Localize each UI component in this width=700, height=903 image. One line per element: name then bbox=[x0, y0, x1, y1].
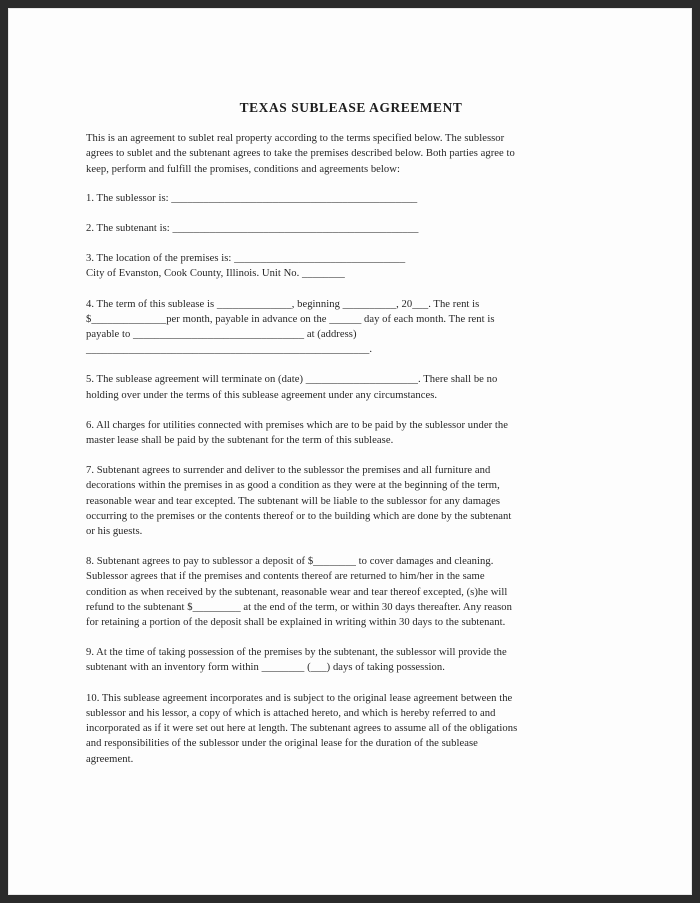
clause-line: for retaining a portion of the deposit shall be explained in writing within 30 days to the subtenant. bbox=[86, 617, 506, 629]
clause-line: 8. Subtenant agrees to pay to sublessor a deposit of $________ to cover damages and cleaning. bbox=[86, 556, 494, 568]
clause-2 bbox=[86, 221, 616, 236]
clause-line: 9. At the time of taking possession of the premises by the subtenant, the sublessor will provide the bbox=[86, 647, 507, 659]
clause-line: sublessor and his lessor, a copy of which is attached hereto, and which is hereby referred to and bbox=[86, 707, 496, 719]
clause-line: 3. The location of the premises is: ________________________________ bbox=[86, 253, 406, 265]
clause-line: occurring to the premises or the contents thereof or to the building which are done by the subtenant bbox=[86, 510, 512, 522]
clause-9 bbox=[86, 645, 616, 675]
clause-line: 10. This sublease agreement incorporates and is subject to the original lease agreement between the bbox=[86, 692, 513, 704]
clause-8 bbox=[86, 554, 616, 630]
clause-line: 2. The subtenant is: ______________________________________________ bbox=[86, 223, 419, 235]
intro-paragraph bbox=[86, 131, 616, 177]
clause-7 bbox=[86, 463, 616, 539]
clause-line: 4. The term of this sublease is ______________, beginning __________, 20___. The rent is bbox=[86, 298, 480, 310]
clause-4 bbox=[86, 297, 616, 358]
intro-line: agrees to sublet and the subtenant agrees to take the premises described below. Both parties agree to bbox=[86, 148, 515, 160]
clause-line: reasonable wear and tear excepted. The subtenant will be liable to the sublessor for any damages bbox=[86, 495, 501, 507]
clause-line: 6. All charges for utilities connected with premises which are to be paid by the sublessor under the bbox=[86, 419, 508, 431]
clause-line: condition as when received by the subtenant, reasonable wear and tear thereof excepted, (s)he will bbox=[86, 586, 508, 598]
document-title: TEXAS SUBLEASE AGREEMENT bbox=[239, 100, 463, 115]
clause-line: decorations within the premises in as good a condition as they were at the beginning of the term, bbox=[86, 480, 500, 492]
clause-1 bbox=[86, 191, 616, 206]
clause-line: $______________per month, payable in advance on the ______ day of each month. The rent is bbox=[86, 313, 495, 325]
clause-line: or his guests. bbox=[86, 526, 143, 538]
clause-10 bbox=[86, 691, 616, 767]
clause-6 bbox=[86, 418, 616, 448]
clause-line: subtenant with an inventory form within ________ (___) days of taking possession. bbox=[86, 662, 445, 674]
clause-line: holding over under the terms of this sublease agreement under any circumstances. bbox=[86, 389, 438, 401]
clause-line: 5. The sublease agreement will terminate on (date) _____________________. There shall be no bbox=[86, 374, 498, 386]
clause-line: incorporated as if it were set out here at length. The subtenant agrees to assume all of the obligations bbox=[86, 723, 518, 735]
clause-5 bbox=[86, 372, 616, 402]
clause-line: agreement. bbox=[86, 753, 134, 765]
intro-line: keep, perform and fulfill the promises, conditions and agreements below: bbox=[86, 163, 400, 175]
clause-line: 1. The sublessor is: ______________________________________________ bbox=[86, 192, 418, 204]
clause-line: Sublessor agrees that if the premises and contents thereof are returned to him/her in the same bbox=[86, 571, 485, 583]
clause-line: master lease shall be paid by the subtenant for the term of this sublease. bbox=[86, 435, 394, 447]
clause-line: and responsibilities of the sublessor under the original lease for the duration of the sublease bbox=[86, 738, 478, 750]
clause-line: payable to ________________________________ at (address) bbox=[86, 329, 357, 341]
clause-line: 7. Subtenant agrees to surrender and deliver to the sublessor the premises and all furniture and bbox=[86, 465, 491, 477]
clause-line: refund to the subtenant $_________ at the end of the term, or within 30 days thereafter. Any reason bbox=[86, 601, 512, 613]
clause-line: _____________________________________________________. bbox=[86, 344, 373, 356]
clause-3 bbox=[86, 251, 616, 281]
intro-line: This is an agreement to sublet real property according to the terms specified below. The sublessor bbox=[86, 133, 505, 145]
clause-line: City of Evanston, Cook County, Illinois. Unit No. ________ bbox=[86, 268, 345, 280]
document-body bbox=[86, 100, 616, 782]
